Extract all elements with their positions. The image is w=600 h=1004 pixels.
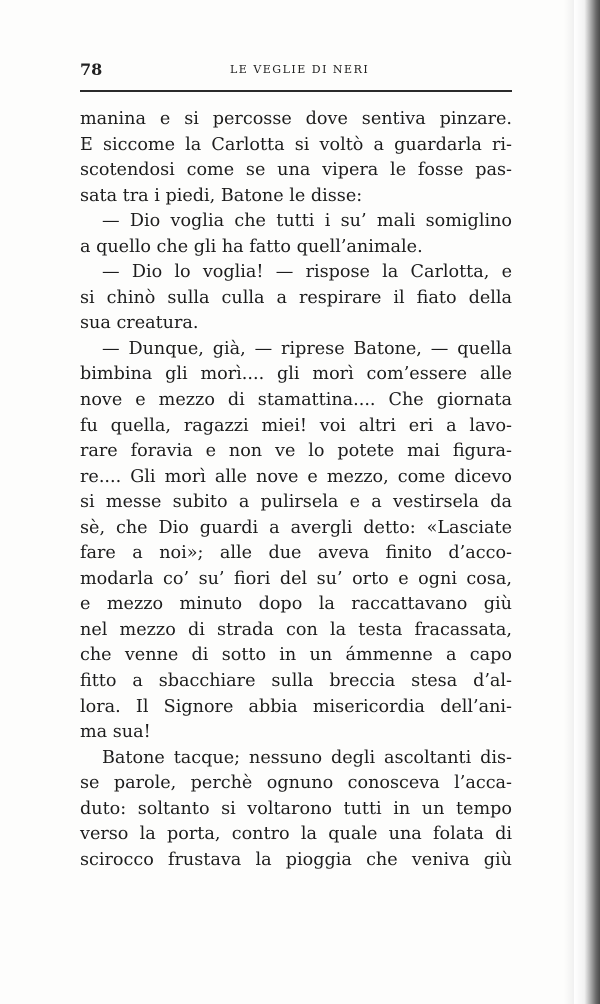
- book-spine-edge: [574, 0, 600, 1004]
- header-rule: [80, 90, 512, 92]
- text-line: verso la porta, contro la quale una folata di: [80, 824, 512, 845]
- text-line: modarla co’ su’ fiori del su’ orto e ogni cosa,: [80, 568, 512, 589]
- text-line: a quello che gli ha fatto quell’animale.: [80, 236, 423, 257]
- page-edge-shadow: [564, 0, 574, 1004]
- text-line: nel mezzo di strada con la testa fracassata,: [80, 619, 512, 640]
- text-line: si messe subito a pulirsela e a vestirsela da: [80, 492, 512, 513]
- text-line: re.... Gli morì alle nove e mezzo, come dicevo: [80, 466, 512, 487]
- text-line: e mezzo minuto dopo la raccattavano giù: [80, 594, 512, 615]
- page-header: [80, 60, 512, 84]
- text-line: — Dio voglia che tutti i su’ mali somiglino: [102, 211, 512, 232]
- text-line: ma sua!: [80, 722, 151, 743]
- text-line: bimbina gli morì.... gli morì com’essere alle: [80, 364, 512, 385]
- text-line: duto: soltanto si voltarono tutti in un tempo: [80, 798, 512, 819]
- text-line: manina e si percosse dove sentiva pinzare.: [80, 109, 512, 129]
- text-line: Batone tacque; nessuno degli ascoltanti dis-: [102, 747, 512, 768]
- text-line: lora. Il Signore abbia misericordia dell’ani-: [80, 696, 512, 717]
- text-line: si chinò sulla culla a respirare il fiato della: [80, 287, 512, 308]
- page-number: 78: [80, 60, 103, 79]
- text-line: scotendosi come se una vipera le fosse pas-: [80, 160, 512, 181]
- text-line: scirocco frustava la pioggia che veniva giù: [80, 849, 512, 870]
- text-line: — Dio lo voglia! — rispose la Carlotta, e: [102, 262, 512, 283]
- text-line: fare a noi»; alle due aveva finito d’acco-: [80, 543, 512, 564]
- text-line: se parole, perchè ognuno conosceva l’acca-: [80, 773, 512, 794]
- running-title: LE VEGLIE DI NERI: [230, 63, 370, 76]
- text-line: sata tra i piedi, Batone le disse:: [80, 185, 363, 206]
- text-line: nove e mezzo di stamattina.... Che giornata: [80, 390, 512, 411]
- text-line: — Dunque, già, — riprese Batone, — quella: [102, 338, 512, 359]
- text-line: fu quella, ragazzi miei! voi altri eri a lavo-: [80, 415, 512, 436]
- text-line: sè, che Dio guardi a avergli detto: «Lasciate: [80, 517, 512, 538]
- text-line: sua creatura.: [80, 313, 199, 334]
- text-line: che venne di sotto in un ámmenne a capo: [80, 645, 512, 666]
- text-line: E siccome la Carlotta si voltò a guardarla ri-: [80, 134, 512, 155]
- body-text: [80, 107, 512, 873]
- text-line: rare foravia e non ve lo potete mai figura-: [80, 441, 512, 462]
- text-line: fitto a sbacchiare sulla breccia stesa d’al-: [80, 671, 512, 692]
